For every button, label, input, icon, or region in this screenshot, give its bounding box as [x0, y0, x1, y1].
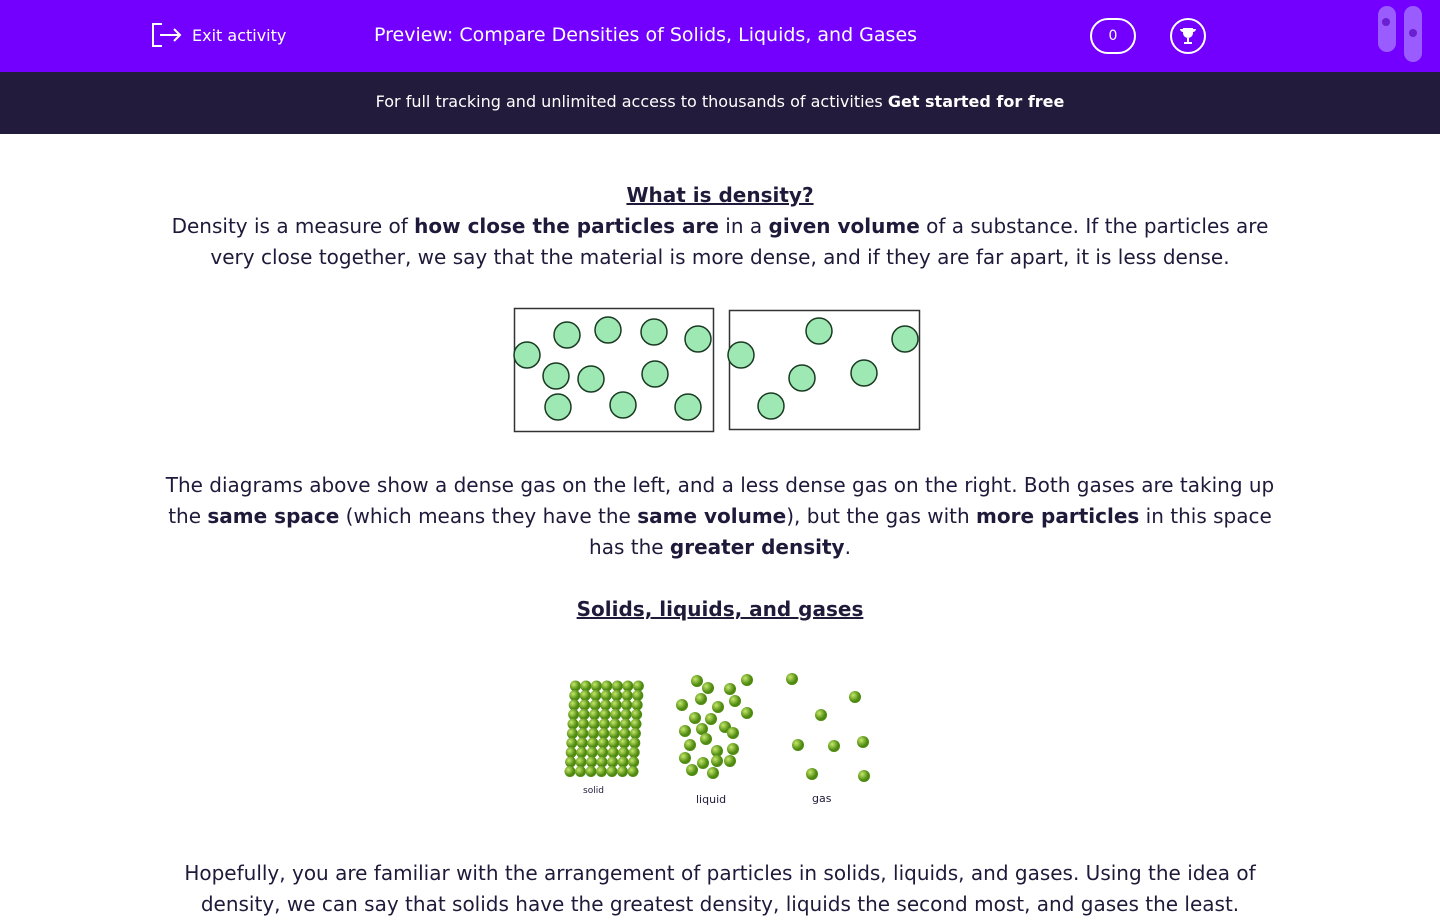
particle: [633, 681, 644, 692]
heading-density: What is density?: [626, 183, 814, 207]
particle: [622, 681, 633, 692]
particle: [610, 719, 621, 730]
particle: [611, 700, 622, 711]
test-tubes-icon: [1376, 6, 1426, 64]
particle: [631, 719, 642, 730]
particle: [806, 768, 818, 780]
particle: [620, 719, 631, 730]
particle: [579, 709, 590, 720]
particle: [700, 733, 712, 745]
particle: [857, 736, 869, 748]
particle: [599, 719, 610, 730]
particle: [858, 770, 870, 782]
particle: [684, 739, 696, 751]
banner-text: For full tracking and unlimited access to thousands of activities: [375, 92, 888, 111]
diagram-explanation: The diagrams above show a dense gas on the left, and a less dense gas on the right. Both gases are taking up the same space (which means they have the same volume), but the gas with more particles in this space has the greater density.: [165, 473, 1275, 559]
particle: [577, 728, 588, 739]
particle: [689, 712, 701, 724]
particle: [691, 675, 703, 687]
particle: [567, 728, 578, 739]
label-solid: solid: [583, 786, 604, 796]
particle: [679, 752, 691, 764]
particle: [577, 738, 588, 749]
particle: [629, 747, 640, 758]
particle: [566, 738, 577, 749]
particle: [597, 747, 608, 758]
particle: [590, 690, 601, 701]
particle: [587, 747, 598, 758]
particle: [632, 690, 643, 701]
particle: [727, 727, 739, 739]
particle: [587, 738, 598, 749]
particle: [565, 766, 576, 777]
particle: [569, 690, 580, 701]
particle: [617, 766, 628, 777]
particle: [578, 719, 589, 730]
trophy-icon: [1178, 26, 1198, 46]
get-started-link[interactable]: Get started for free: [887, 92, 1065, 111]
particle: [632, 700, 643, 711]
particle: [792, 739, 804, 751]
particle: [580, 690, 591, 701]
lesson-content: [0, 180, 1440, 920]
particle: [569, 700, 580, 711]
particle: [619, 728, 630, 739]
particle: [608, 747, 619, 758]
trophy-button[interactable]: [1170, 18, 1206, 54]
particle: [679, 725, 691, 737]
exit-icon: [150, 22, 182, 48]
particle: [586, 766, 597, 777]
label-gas: gas: [812, 792, 832, 805]
particle: [566, 747, 577, 758]
particle: [607, 766, 618, 777]
particle: [576, 747, 587, 758]
particle: [589, 719, 600, 730]
particle: [568, 709, 579, 720]
particle: [621, 709, 632, 720]
particle: [705, 713, 717, 725]
activity-title: Preview: Compare Densities of Solids, Liquids, and Gases: [374, 24, 918, 46]
heading-states: Solids, liquids, and gases: [576, 597, 864, 621]
states-of-matter-diagram: [555, 663, 885, 828]
particle: [598, 738, 609, 749]
particle: [630, 728, 641, 739]
particle: [590, 700, 601, 711]
particle: [676, 699, 688, 711]
exit-activity-button[interactable]: [150, 22, 286, 48]
particle: [597, 757, 608, 768]
particle: [629, 738, 640, 749]
particle: [588, 728, 599, 739]
particle: [707, 767, 719, 779]
particle: [579, 700, 590, 711]
conclusion-paragraph: Hopefully, you are familiar with the arrangement of particles in solids, liquids, and gases. Using the idea of density, we can say that solids have the greatest density, liquids the second most, and gases the least.: [184, 861, 1256, 916]
particle: [631, 709, 642, 720]
particle: [565, 757, 576, 768]
signup-banner: [0, 72, 1440, 134]
particle: [622, 690, 633, 701]
particle: [600, 709, 611, 720]
particle: [589, 709, 600, 720]
particle: [741, 674, 753, 686]
particle: [598, 728, 609, 739]
particle: [828, 740, 840, 752]
particle: [586, 757, 597, 768]
particle: [741, 707, 753, 719]
density-diagram: [510, 305, 930, 435]
particle: [612, 681, 623, 692]
score-badge: 0: [1090, 18, 1136, 54]
particle: [610, 709, 621, 720]
particle: [575, 766, 586, 777]
particle: [702, 682, 714, 694]
particle: [695, 693, 707, 705]
particle: [608, 738, 619, 749]
particle: [600, 700, 611, 711]
particle: [596, 766, 607, 777]
particle: [618, 747, 629, 758]
particle: [697, 757, 709, 769]
particle: [628, 757, 639, 768]
particle: [601, 690, 612, 701]
particle: [724, 683, 736, 695]
exit-label: Exit activity: [192, 25, 287, 45]
particle: [724, 755, 736, 767]
particle: [849, 691, 861, 703]
particles-illustration: [555, 663, 885, 803]
particle: [729, 695, 741, 707]
particle: [576, 757, 587, 768]
label-liquid: liquid: [696, 793, 727, 806]
top-bar: [0, 0, 1440, 72]
particle: [609, 728, 620, 739]
particle: [580, 681, 591, 692]
particle: [618, 757, 629, 768]
particle: [628, 766, 639, 777]
particle: [591, 681, 602, 692]
density-paragraph: Density is a measure of how close the particles are in a given volume of a substance. If the particles are very close together, we say that the material is more dense, and if they are far apart, it is less dense.: [171, 214, 1269, 269]
particle: [570, 681, 581, 692]
particle: [621, 700, 632, 711]
particle: [611, 690, 622, 701]
particle: [607, 757, 618, 768]
particle: [712, 701, 724, 713]
particle: [568, 719, 579, 730]
particle: [711, 755, 723, 767]
particle: [727, 743, 739, 755]
particle: [686, 764, 698, 776]
particle: [786, 673, 798, 685]
particle: [619, 738, 630, 749]
particle: [815, 709, 827, 721]
particle: [601, 681, 612, 692]
